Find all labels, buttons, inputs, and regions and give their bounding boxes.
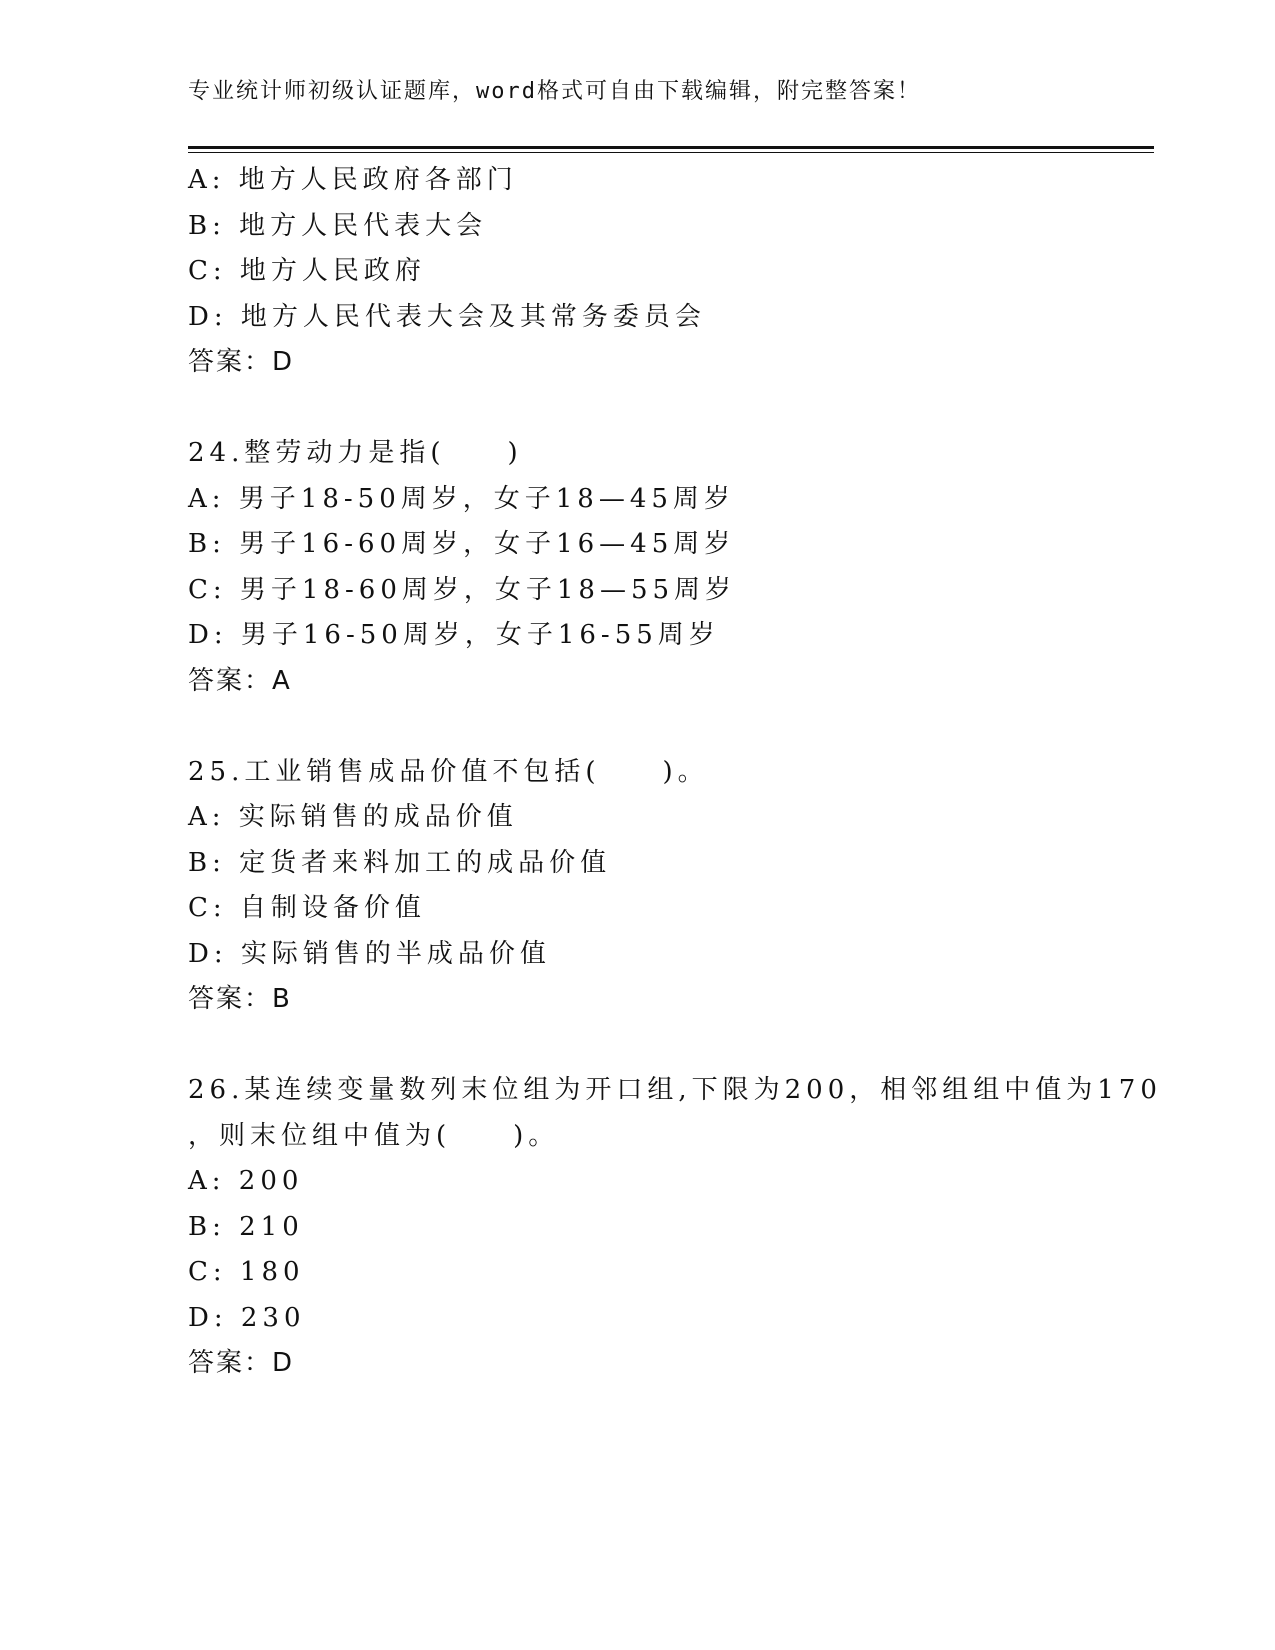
- option-a: A: 实际销售的成品价值: [188, 802, 518, 832]
- question-block: [188, 1068, 1162, 1387]
- option-a: A: 地方人民政府各部门: [188, 165, 518, 195]
- block-spacer: [188, 386, 1154, 432]
- page-header: 专业统计师初级认证题库，word格式可自由下载编辑，附完整答案！: [188, 79, 921, 104]
- block-spacer: [188, 704, 1154, 750]
- option-b: B: 男子16-60周岁，女子16—45周岁: [188, 529, 736, 559]
- question-content: [188, 158, 1162, 1387]
- option-c: C: 男子18-60周岁，女子18—55周岁: [188, 574, 737, 605]
- answer-line: 答案：D: [188, 1348, 295, 1378]
- option-c: C: 180: [188, 1257, 305, 1287]
- answer-line: 答案：A: [188, 665, 292, 696]
- question-stem: 25.工业销售成品价值不包括( )。: [188, 756, 709, 787]
- option-d: D: 男子16-50周岁，女子16-55周岁: [188, 620, 720, 650]
- block-spacer: [188, 1023, 1154, 1069]
- option-c: C: 自制设备价值: [188, 893, 426, 923]
- option-b: B: 定货者来料加工的成品价值: [188, 847, 612, 878]
- option-d: D: 230: [188, 1302, 306, 1333]
- question-block: [188, 431, 1154, 704]
- header-rule-thin: [188, 152, 1154, 153]
- answer-line: 答案：B: [188, 984, 292, 1014]
- option-a: A: 200: [188, 1166, 304, 1196]
- question-stem: 24.整劳动力是指( ): [188, 438, 523, 468]
- answer-line: 答案：D: [188, 347, 295, 377]
- option-b: B: 地方人民代表大会: [188, 210, 488, 241]
- question-stem: 26.某连续变量数列末位组为开口组,下限为200，相邻组组中值为170: [188, 1075, 1162, 1105]
- header-rule: [188, 146, 1154, 149]
- option-a: A: 男子18-50周岁，女子18—45周岁: [188, 483, 735, 514]
- question-stem-continued: ，则末位组中值为( )。: [188, 1120, 560, 1151]
- option-d: D: 实际销售的半成品价值: [188, 938, 551, 969]
- question-block: [188, 750, 1154, 1023]
- question-block: [188, 158, 1154, 386]
- option-c: C: 地方人民政府: [188, 256, 426, 286]
- option-b: B: 210: [188, 1211, 304, 1242]
- option-d: D: 地方人民代表大会及其常务委员会: [188, 301, 706, 332]
